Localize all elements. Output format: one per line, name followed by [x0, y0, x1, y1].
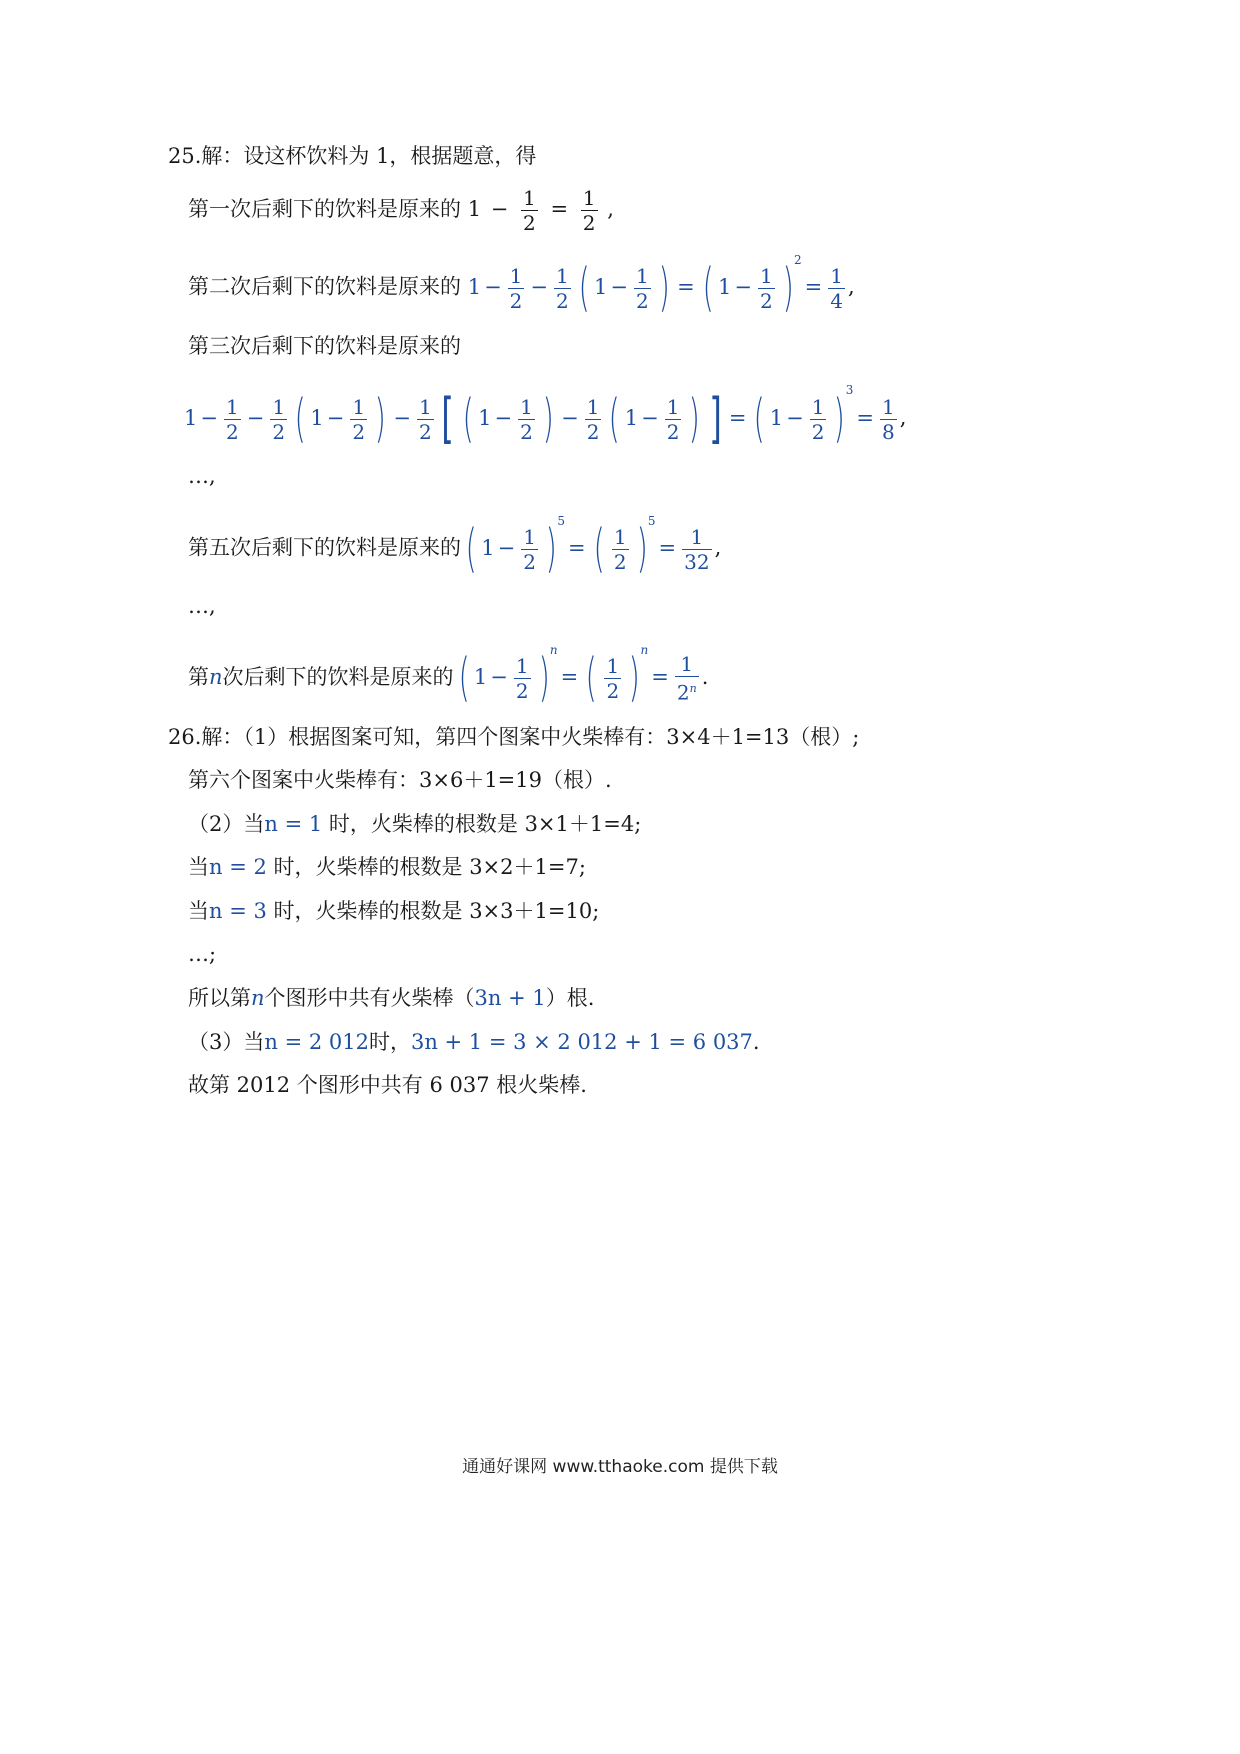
fraction: $\frac{1}{4}$	[830, 263, 843, 313]
fraction: $\frac{1}{2}$	[418, 394, 432, 444]
q25-line-1	[188, 186, 614, 235]
q25-line-5: 第五次后剩下的饮料是原来的( 1 − $\frac{1}{2}$ )$^5$= ( $\frac{1}{2}$ )$^5$= $\frac{1}{32}$ ,	[188, 514, 722, 579]
q26-line-2: 第六个图案中火柴棒有：3×6＋1=19（根）.	[188, 768, 612, 792]
fraction: $\frac{1}{2}$	[523, 524, 537, 574]
fraction: $\frac{1}{2}$	[509, 263, 523, 313]
fraction: $\frac{1}{2}$	[352, 394, 366, 444]
q26-line-1: 26.解：（1）根据图案可知，第四个图案中火柴棒有：3×4＋1=13（根）;	[168, 725, 860, 749]
one: 1	[467, 197, 482, 221]
ellipsis-1: …,	[188, 464, 216, 488]
fraction: $\frac{1}{2}$	[272, 394, 286, 444]
q26-line-5: 当n = 3 时，火柴棒的根数是 3×3＋1=10;	[188, 899, 600, 923]
q25-line-3-formula: 1 − $\frac{1}{2}$ − $\frac{1}{2}$ ( 1 − $\frac{1}{2}$ ) − $\frac{1}{2}$ [ ( 1 − $\frac{1}{2}$ ) − $\frac{1}{2}$ ( 1 − $\frac{1}{2}$ ) ] = ( 1 − $\frac{1}{2}$ )$^3$= $\frac{1}{8}$ ,	[184, 383, 907, 450]
ellipsis-2: …,	[188, 594, 216, 618]
q26-line-8: （3）当n = 2 012时，3n + 1 = 3 × 2 012 + 1 = 6 037.	[188, 1030, 760, 1054]
q25-line-2: 第二次后剩下的饮料是原来的 1 − $\frac{1}{2}$ − $\frac{1}{2}$ ( 1 − $\frac{1}{2}$ ) = ( 1 − $\frac{1}{2}$ )$^2$= $\frac{1}{4}$ ,	[188, 253, 855, 318]
fraction: $\frac{1}{2}$	[811, 394, 825, 444]
fraction: $\frac{1}{2}$	[225, 394, 239, 444]
fraction: $\frac{1}{8}$	[882, 394, 895, 444]
fraction: $\frac{1}{2}$	[523, 186, 536, 235]
comma: ,	[607, 197, 614, 221]
fraction: $\frac{1}{2}$	[556, 263, 569, 313]
q25-l3-label: 第三次后剩下的饮料是原来的	[188, 334, 461, 358]
fraction: $\frac{1}{2}$	[515, 653, 529, 703]
q26-line-6: …;	[188, 942, 217, 966]
fraction: $\frac{1}{2}$	[666, 394, 680, 444]
fraction: $\frac{1}{2^n}$	[676, 652, 697, 705]
fraction: $\frac{1}{2}$	[636, 263, 649, 313]
q25-intro: 25.解：设这杯饮料为 1，根据题意，得	[168, 144, 537, 168]
q26-line-3: （2）当n = 1 时，火柴棒的根数是 3×1＋1=4;	[188, 812, 642, 836]
fraction: $\frac{1}{2}$	[520, 394, 533, 444]
fraction: $\frac{1}{2}$	[759, 263, 773, 313]
q25-line-n: 第n次后剩下的饮料是原来的( 1 − $\frac{1}{2}$ )$^n$= ( $\frac{1}{2}$ )$^n$= $\frac{1}{2^n}$ .	[188, 643, 709, 709]
minus: −	[490, 197, 509, 221]
fraction: $\frac{1}{2}$	[606, 653, 620, 703]
fraction: $\frac{1}{32}$	[684, 524, 710, 574]
fraction: $\frac{1}{2}$	[582, 186, 596, 235]
q26-line-4: 当n = 2 时，火柴棒的根数是 3×2＋1=7;	[188, 855, 586, 879]
footer: 通通好课网 www.tthaoke.com 提供下载	[462, 1457, 778, 1477]
q26-line-7: 所以第n个图形中共有火柴棒（3n + 1）根.	[188, 986, 595, 1010]
q25-l2-label: 第二次后剩下的饮料是原来的	[188, 274, 461, 299]
fraction: $\frac{1}{2}$	[613, 524, 627, 574]
q26-line-9: 故第 2012 个图形中共有 6 037 根火柴棒.	[188, 1073, 587, 1097]
equals: =	[550, 197, 569, 221]
q25-l1-label: 第一次后剩下的饮料是原来的	[188, 197, 468, 221]
fraction: $\frac{1}{2}$	[586, 394, 600, 444]
